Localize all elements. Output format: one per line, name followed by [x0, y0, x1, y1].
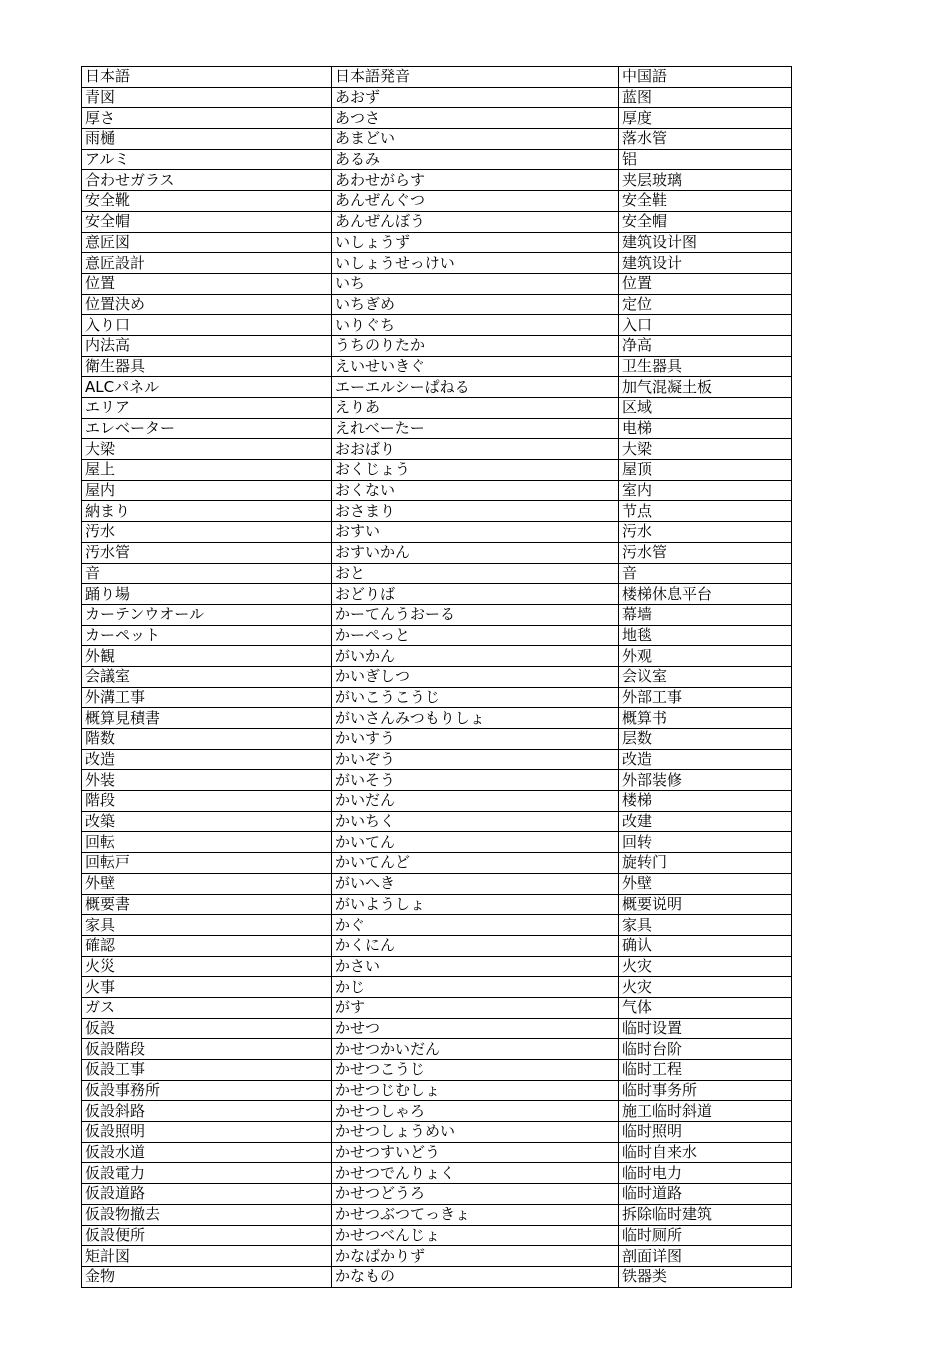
table-row — [82, 439, 792, 460]
cell-chinese: 安全鞋 — [619, 191, 792, 212]
cell-pronunciation: かせつこうじ — [332, 1060, 619, 1081]
cell-chinese: 临时事务所 — [619, 1080, 792, 1101]
table-row — [82, 666, 792, 687]
cell-chinese: 蓝图 — [619, 87, 792, 108]
cell-chinese: 定位 — [619, 294, 792, 315]
cell-japanese: 会議室 — [82, 666, 332, 687]
table-row — [82, 832, 792, 853]
table-row — [82, 273, 792, 294]
table-row — [82, 708, 792, 729]
cell-pronunciation: かせつすいどう — [332, 1142, 619, 1163]
cell-japanese: 階段 — [82, 791, 332, 812]
cell-pronunciation: えりあ — [332, 398, 619, 419]
cell-japanese: 金物 — [82, 1266, 332, 1287]
cell-japanese: カーペット — [82, 625, 332, 646]
cell-pronunciation: かいてんど — [332, 853, 619, 874]
cell-japanese: 回転 — [82, 832, 332, 853]
cell-pronunciation: うちのりたか — [332, 335, 619, 356]
cell-japanese: エレベーター — [82, 418, 332, 439]
cell-chinese: 外壁 — [619, 873, 792, 894]
table-row — [82, 253, 792, 274]
cell-pronunciation: かいぎしつ — [332, 666, 619, 687]
cell-chinese: 屋顶 — [619, 460, 792, 481]
cell-chinese: 临时自来水 — [619, 1142, 792, 1163]
cell-chinese: 净高 — [619, 335, 792, 356]
cell-chinese: 概算书 — [619, 708, 792, 729]
table-row — [82, 129, 792, 150]
cell-chinese: 建筑设计 — [619, 253, 792, 274]
cell-japanese: 大梁 — [82, 439, 332, 460]
cell-pronunciation: がいさんみつもりしょ — [332, 708, 619, 729]
cell-chinese: 楼梯休息平台 — [619, 584, 792, 605]
cell-chinese: 临时台阶 — [619, 1039, 792, 1060]
cell-pronunciation: えいせいきぐ — [332, 356, 619, 377]
cell-chinese: 铝 — [619, 149, 792, 170]
cell-chinese: 区域 — [619, 398, 792, 419]
table-row — [82, 894, 792, 915]
table-row — [82, 770, 792, 791]
cell-pronunciation: あんぜんぼう — [332, 211, 619, 232]
cell-chinese: 污水 — [619, 522, 792, 543]
cell-chinese: 外观 — [619, 646, 792, 667]
cell-japanese: 外観 — [82, 646, 332, 667]
table-row — [82, 604, 792, 625]
header-pronunciation: 日本語発音 — [332, 67, 619, 88]
table-row — [82, 356, 792, 377]
cell-chinese: 厚度 — [619, 108, 792, 129]
cell-chinese: 剖面详图 — [619, 1246, 792, 1267]
vocabulary-table — [81, 66, 792, 1288]
table-row — [82, 191, 792, 212]
cell-pronunciation: おすいかん — [332, 542, 619, 563]
table-row — [82, 377, 792, 398]
cell-japanese: 仮設道路 — [82, 1184, 332, 1205]
cell-pronunciation: えれべーたー — [332, 418, 619, 439]
cell-chinese: 临时设置 — [619, 1018, 792, 1039]
cell-pronunciation: あまどい — [332, 129, 619, 150]
cell-chinese: 电梯 — [619, 418, 792, 439]
table-row — [82, 729, 792, 750]
cell-pronunciation: おさまり — [332, 501, 619, 522]
cell-chinese: 夹层玻璃 — [619, 170, 792, 191]
cell-chinese: 室内 — [619, 480, 792, 501]
table-row — [82, 1122, 792, 1143]
cell-pronunciation: かーぺっと — [332, 625, 619, 646]
table-row — [82, 149, 792, 170]
table-row — [82, 1204, 792, 1225]
cell-japanese: 安全帽 — [82, 211, 332, 232]
table-row — [82, 315, 792, 336]
cell-pronunciation: がいかん — [332, 646, 619, 667]
cell-pronunciation: あるみ — [332, 149, 619, 170]
cell-pronunciation: かせつどうろ — [332, 1184, 619, 1205]
cell-pronunciation: いちぎめ — [332, 294, 619, 315]
table-row — [82, 749, 792, 770]
cell-pronunciation: がいそう — [332, 770, 619, 791]
cell-pronunciation: おと — [332, 563, 619, 584]
table-row — [82, 211, 792, 232]
cell-japanese: 納まり — [82, 501, 332, 522]
table-row — [82, 1184, 792, 1205]
cell-japanese: 仮設照明 — [82, 1122, 332, 1143]
cell-chinese: 火灾 — [619, 977, 792, 998]
cell-chinese: 铁器类 — [619, 1266, 792, 1287]
table-row — [82, 108, 792, 129]
cell-japanese: 外壁 — [82, 873, 332, 894]
cell-chinese: 临时道路 — [619, 1184, 792, 1205]
table-row — [82, 997, 792, 1018]
cell-japanese: 家具 — [82, 915, 332, 936]
cell-pronunciation: かせつじむしょ — [332, 1080, 619, 1101]
cell-pronunciation: あつさ — [332, 108, 619, 129]
table-row — [82, 1163, 792, 1184]
table-row — [82, 460, 792, 481]
table-row — [82, 170, 792, 191]
cell-japanese: 厚さ — [82, 108, 332, 129]
cell-japanese: 仮設斜路 — [82, 1101, 332, 1122]
table-row — [82, 1101, 792, 1122]
cell-japanese: 意匠図 — [82, 232, 332, 253]
cell-pronunciation: かいだん — [332, 791, 619, 812]
cell-japanese: 概算見積書 — [82, 708, 332, 729]
table-row — [82, 1018, 792, 1039]
table-row — [82, 480, 792, 501]
cell-pronunciation: かーてんうおーる — [332, 604, 619, 625]
cell-chinese: 建筑设计图 — [619, 232, 792, 253]
cell-japanese: 屋内 — [82, 480, 332, 501]
cell-japanese: 確認 — [82, 935, 332, 956]
cell-japanese: 仮設工事 — [82, 1060, 332, 1081]
table-row — [82, 563, 792, 584]
cell-pronunciation: がいへき — [332, 873, 619, 894]
cell-chinese: 外部工事 — [619, 687, 792, 708]
cell-pronunciation: かぐ — [332, 915, 619, 936]
cell-japanese: 概要書 — [82, 894, 332, 915]
cell-chinese: 加气混凝土板 — [619, 377, 792, 398]
cell-pronunciation: かなもの — [332, 1266, 619, 1287]
cell-pronunciation: かせつかいだん — [332, 1039, 619, 1060]
cell-japanese: 位置 — [82, 273, 332, 294]
header-japanese: 日本語 — [82, 67, 332, 88]
cell-pronunciation: がす — [332, 997, 619, 1018]
cell-chinese: 入口 — [619, 315, 792, 336]
cell-chinese: 位置 — [619, 273, 792, 294]
cell-japanese: 合わせガラス — [82, 170, 332, 191]
cell-pronunciation: いしょうず — [332, 232, 619, 253]
cell-japanese: 音 — [82, 563, 332, 584]
cell-japanese: 外溝工事 — [82, 687, 332, 708]
cell-japanese: 火事 — [82, 977, 332, 998]
cell-chinese: 火灾 — [619, 956, 792, 977]
cell-japanese: 仮設階段 — [82, 1039, 332, 1060]
cell-pronunciation: おどりば — [332, 584, 619, 605]
cell-chinese: 改造 — [619, 749, 792, 770]
cell-chinese: 家具 — [619, 915, 792, 936]
cell-japanese: ALCパネル — [82, 377, 332, 398]
cell-japanese: 入り口 — [82, 315, 332, 336]
cell-japanese: ガス — [82, 997, 332, 1018]
vocabulary-table-body — [82, 67, 792, 1288]
cell-pronunciation: おおばり — [332, 439, 619, 460]
cell-japanese: カーテンウオール — [82, 604, 332, 625]
cell-japanese: エリア — [82, 398, 332, 419]
cell-chinese: 大梁 — [619, 439, 792, 460]
cell-pronunciation: かせつ — [332, 1018, 619, 1039]
table-row — [82, 1266, 792, 1287]
cell-japanese: 汚水 — [82, 522, 332, 543]
cell-pronunciation: かくにん — [332, 935, 619, 956]
cell-japanese: 踊り場 — [82, 584, 332, 605]
table-header-row — [82, 67, 792, 88]
cell-chinese: 层数 — [619, 729, 792, 750]
cell-pronunciation: かせつべんじょ — [332, 1225, 619, 1246]
cell-japanese: 仮設便所 — [82, 1225, 332, 1246]
table-row — [82, 1060, 792, 1081]
cell-pronunciation: かいてん — [332, 832, 619, 853]
cell-pronunciation: かなばかりず — [332, 1246, 619, 1267]
cell-chinese: 音 — [619, 563, 792, 584]
cell-japanese: 屋上 — [82, 460, 332, 481]
table-row — [82, 935, 792, 956]
cell-japanese: 仮設事務所 — [82, 1080, 332, 1101]
cell-chinese: 落水管 — [619, 129, 792, 150]
cell-pronunciation: がいこうこうじ — [332, 687, 619, 708]
cell-pronunciation: かせつでんりょく — [332, 1163, 619, 1184]
cell-japanese: 改造 — [82, 749, 332, 770]
cell-chinese: 地毯 — [619, 625, 792, 646]
cell-japanese: 仮設水道 — [82, 1142, 332, 1163]
table-row — [82, 1225, 792, 1246]
table-row — [82, 625, 792, 646]
cell-japanese: 衛生器具 — [82, 356, 332, 377]
cell-pronunciation: エーエルシーぱねる — [332, 377, 619, 398]
header-chinese: 中国語 — [619, 67, 792, 88]
cell-chinese: 临时厕所 — [619, 1225, 792, 1246]
table-row — [82, 418, 792, 439]
table-row — [82, 87, 792, 108]
cell-chinese: 旋转门 — [619, 853, 792, 874]
cell-pronunciation: おくない — [332, 480, 619, 501]
cell-japanese: 外装 — [82, 770, 332, 791]
cell-pronunciation: かせつしょうめい — [332, 1122, 619, 1143]
cell-chinese: 外部装修 — [619, 770, 792, 791]
cell-japanese: 内法高 — [82, 335, 332, 356]
cell-pronunciation: おくじょう — [332, 460, 619, 481]
cell-japanese: 仮設電力 — [82, 1163, 332, 1184]
cell-chinese: 楼梯 — [619, 791, 792, 812]
table-row — [82, 791, 792, 812]
cell-pronunciation: いりぐち — [332, 315, 619, 336]
cell-pronunciation: かいちく — [332, 811, 619, 832]
cell-japanese: 位置決め — [82, 294, 332, 315]
table-row — [82, 1246, 792, 1267]
cell-pronunciation: あわせがらす — [332, 170, 619, 191]
cell-pronunciation: かじ — [332, 977, 619, 998]
cell-japanese: 意匠設計 — [82, 253, 332, 274]
table-row — [82, 398, 792, 419]
table-row — [82, 873, 792, 894]
cell-pronunciation: かせつしゃろ — [332, 1101, 619, 1122]
cell-chinese: 确认 — [619, 935, 792, 956]
cell-chinese: 会议室 — [619, 666, 792, 687]
cell-japanese: 階数 — [82, 729, 332, 750]
cell-japanese: 安全靴 — [82, 191, 332, 212]
table-row — [82, 522, 792, 543]
cell-pronunciation: かせつぶつてっきょ — [332, 1204, 619, 1225]
cell-chinese: 幕墙 — [619, 604, 792, 625]
cell-japanese: 回転戸 — [82, 853, 332, 874]
cell-japanese: アルミ — [82, 149, 332, 170]
table-row — [82, 501, 792, 522]
table-row — [82, 956, 792, 977]
cell-japanese: 矩計図 — [82, 1246, 332, 1267]
cell-chinese: 临时工程 — [619, 1060, 792, 1081]
cell-japanese: 青図 — [82, 87, 332, 108]
cell-chinese: 拆除临时建筑 — [619, 1204, 792, 1225]
table-row — [82, 1142, 792, 1163]
cell-pronunciation: いち — [332, 273, 619, 294]
cell-japanese: 火災 — [82, 956, 332, 977]
cell-japanese: 改築 — [82, 811, 332, 832]
cell-chinese: 节点 — [619, 501, 792, 522]
table-row — [82, 294, 792, 315]
cell-chinese: 回转 — [619, 832, 792, 853]
table-row — [82, 646, 792, 667]
cell-pronunciation: いしょうせっけい — [332, 253, 619, 274]
table-row — [82, 542, 792, 563]
cell-chinese: 概要说明 — [619, 894, 792, 915]
cell-chinese: 施工临时斜道 — [619, 1101, 792, 1122]
table-row — [82, 1080, 792, 1101]
cell-pronunciation: かいぞう — [332, 749, 619, 770]
table-row — [82, 853, 792, 874]
cell-chinese: 卫生器具 — [619, 356, 792, 377]
table-row — [82, 915, 792, 936]
cell-chinese: 污水管 — [619, 542, 792, 563]
table-row — [82, 687, 792, 708]
cell-pronunciation: かいすう — [332, 729, 619, 750]
cell-pronunciation: がいようしょ — [332, 894, 619, 915]
table-row — [82, 335, 792, 356]
table-row — [82, 1039, 792, 1060]
cell-japanese: 雨樋 — [82, 129, 332, 150]
table-row — [82, 584, 792, 605]
cell-chinese: 临时电力 — [619, 1163, 792, 1184]
table-row — [82, 232, 792, 253]
table-row — [82, 977, 792, 998]
cell-pronunciation: あんぜんぐつ — [332, 191, 619, 212]
cell-pronunciation: かさい — [332, 956, 619, 977]
cell-pronunciation: あおず — [332, 87, 619, 108]
cell-chinese: 改建 — [619, 811, 792, 832]
cell-chinese: 气体 — [619, 997, 792, 1018]
cell-japanese: 仮設物撤去 — [82, 1204, 332, 1225]
cell-chinese: 安全帽 — [619, 211, 792, 232]
cell-japanese: 汚水管 — [82, 542, 332, 563]
cell-japanese: 仮設 — [82, 1018, 332, 1039]
table-row — [82, 811, 792, 832]
cell-chinese: 临时照明 — [619, 1122, 792, 1143]
cell-pronunciation: おすい — [332, 522, 619, 543]
